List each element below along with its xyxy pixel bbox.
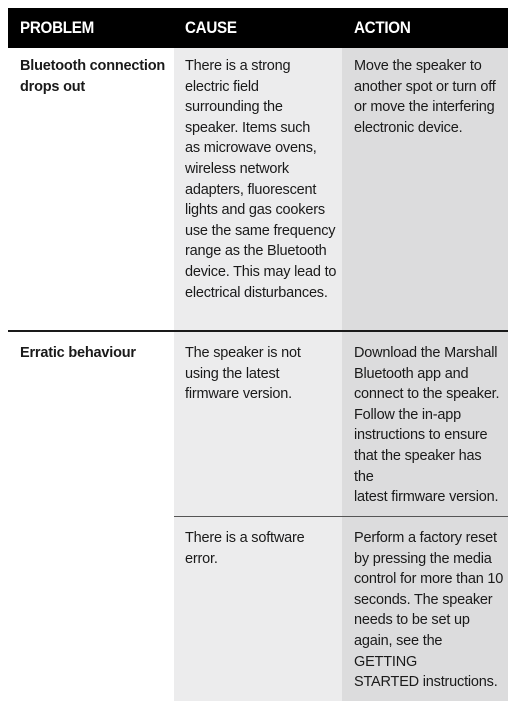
row-2-problem: Erratic behaviour — [20, 345, 136, 361]
row-1-action: Move the speaker to another spot or turn off or move the interfering electronic device. — [354, 58, 496, 136]
row-1-problem: Bluetooth connection drops out — [20, 58, 166, 95]
row-3-cause: There is a software error. — [185, 530, 305, 567]
troubleshooting-table — [8, 8, 508, 701]
sub-row-divider — [174, 516, 508, 517]
problem-column-bg — [8, 48, 174, 701]
row-3-action: Perform a factory reset by pressing the media control for more than 10 seconds. The speaker needs to be set up again, see the GETTING STARTED instructions. — [354, 530, 504, 691]
row-2-cause: The speaker is not using the latest firmware version. — [185, 345, 301, 403]
row-divider — [8, 330, 508, 332]
header-problem: PROBLEM — [20, 19, 94, 37]
header-action: ACTION — [354, 19, 411, 37]
row-2-action: Download the Marshall Bluetooth app and connect to the speaker. Follow the in-app instructions to ensure that the speaker has the latest firmware version. — [354, 345, 500, 506]
row-1-cause: There is a strong electric field surrounding the speaker. Items such as microwave ovens, wireless network adapters, fluorescent lights and gas cookers use the same frequency range as the Bluetooth device. This may lead to electrical disturbances. — [185, 58, 337, 301]
table-header — [8, 8, 508, 48]
header-cause: CAUSE — [185, 19, 237, 37]
